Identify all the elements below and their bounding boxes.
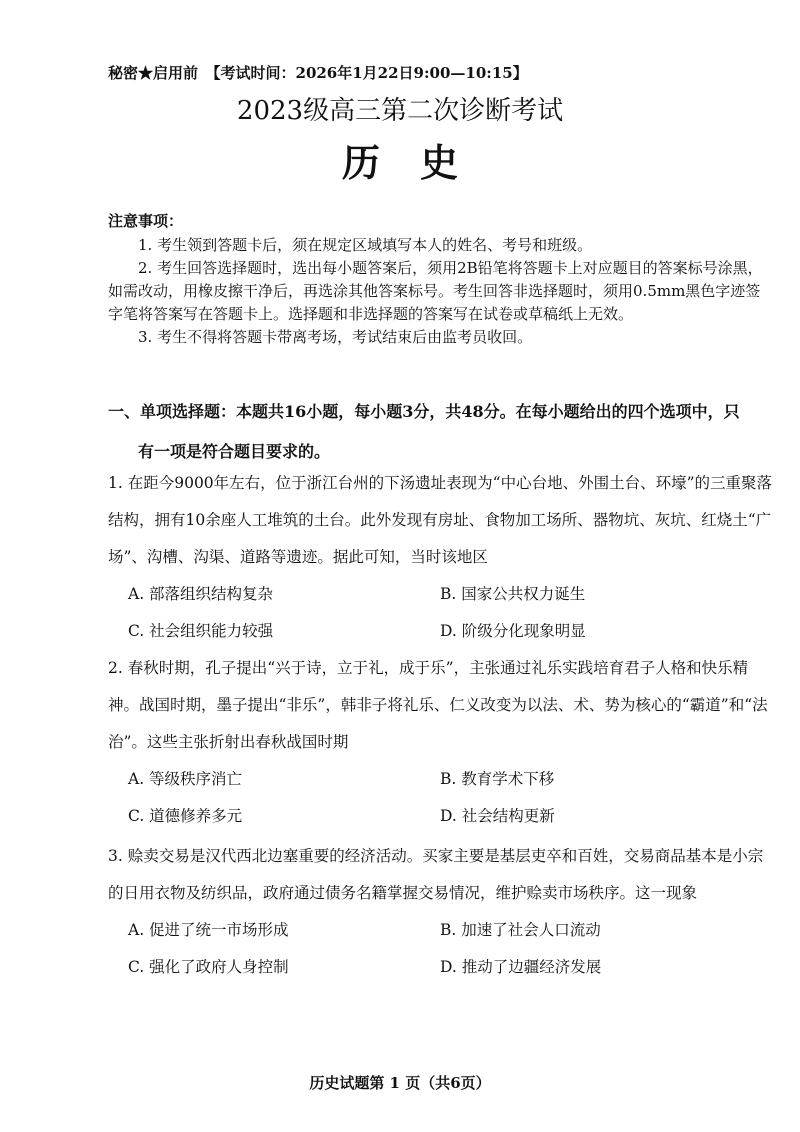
question-2 (108, 650, 778, 835)
option-d: D. 阶级分化现象明显 (440, 622, 586, 640)
question-stem: 2. 春秋时期，孔子提出“兴于诗，立于礼，成于乐”，主张通过礼乐实践培育君子人格和快乐精神。战国时期，墨子提出“非乐”，韩非子将礼乐、仁义改变为以法、术、势为核心的“霸道”和“法治”。这些主张折射出春秋战国时期 (108, 659, 768, 751)
notice-heading: 注意事项： (108, 212, 184, 230)
question-1 (108, 465, 778, 650)
option-c: C. 社会组织能力较强 (128, 622, 274, 640)
question-3 (108, 838, 778, 986)
page-footer: 历史试题第 1 页（共6页） (309, 1074, 491, 1092)
option-a: A. 部落组织结构复杂 (128, 585, 274, 603)
subject-title: 历史 (341, 140, 498, 185)
section-heading-line2: 有一项是符合题目要求的。 (138, 442, 331, 461)
question-options (108, 576, 778, 650)
notice-list (108, 234, 773, 349)
confidential-header: 秘密★启用前 【考试时间：2026年1月22日9:00—10:15】 (108, 64, 528, 82)
option-a: A. 等级秩序消亡 (128, 770, 243, 788)
notice-item: 2. 考生回答选择题时，选出每小题答案后，须用2B铅笔将答题卡上对应题目的答案标号涂黑，如需改动，用橡皮擦干净后，再选涂其他答案标号。考生回答非选择题时，须用0.5mm黑色字迹签字笔将答案写在答题卡上。选择题和非选择题的答案写在试卷或草稿纸上无效。 (108, 259, 763, 323)
option-c: C. 道德修养多元 (128, 807, 243, 825)
question-options (108, 912, 778, 986)
section-heading-line1: 一、单项选择题：本题共16小题，每小题3分，共48分。在每小题给出的四个选项中，只 (108, 402, 740, 421)
option-c: C. 强化了政府人身控制 (128, 958, 289, 976)
question-stem: 3. 赊卖交易是汉代西北边塞重要的经济活动。买家主要是基层吏卒和百姓，交易商品基本是小宗的日用衣物及纺织品，政府通过债务名籍掌握交易情况，维护赊卖市场秩序。这一现象 (108, 847, 764, 902)
option-d: D. 推动了边疆经济发展 (440, 958, 602, 976)
option-b: B. 加速了社会人口流动 (440, 921, 601, 939)
option-b: B. 国家公共权力诞生 (440, 585, 586, 603)
section-heading (108, 392, 780, 472)
option-a: A. 促进了统一市场形成 (128, 921, 289, 939)
option-b: B. 教育学术下移 (440, 770, 555, 788)
notice-item: 1. 考生领到答题卡后，须在规定区域填写本人的姓名、考号和班级。 (138, 236, 593, 254)
question-stem: 1. 在距今9000年左右，位于浙江台州的下汤遗址表现为“中心台地、外围土台、环壕”的三重聚落结构，拥有10余座人工堆筑的土台。此外发现有房址、食物加工场所、器物坑、灰坑、红烧土“广场”、沟槽、沟渠、道路等遗迹。据此可知，当时该地区 (108, 474, 773, 566)
exam-title: 2023级高三第二次诊断考试 (236, 96, 564, 126)
question-options (108, 761, 778, 835)
option-d: D. 社会结构更新 (440, 807, 555, 825)
notice-item: 3. 考生不得将答题卡带离考场，考试结束后由监考员收回。 (138, 328, 533, 346)
